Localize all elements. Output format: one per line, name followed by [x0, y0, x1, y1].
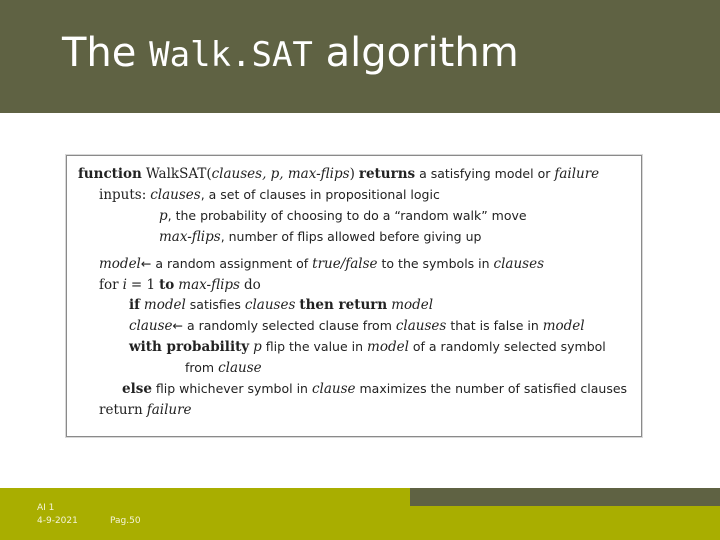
keyword-with-probability: with probability — [129, 339, 250, 355]
keyword-for: for — [99, 277, 119, 293]
var-model: model — [99, 256, 141, 272]
algorithm-box — [66, 155, 642, 437]
var-i: i — [122, 277, 127, 293]
var-clause: clause — [129, 318, 173, 334]
input-p: p — [159, 208, 168, 224]
satisfies-text: satisfies — [189, 297, 241, 312]
algo-line-1 — [78, 166, 599, 182]
keyword-do: do — [243, 277, 261, 293]
input-clauses-desc: , a set of clauses in propositional logic — [200, 187, 440, 202]
footer-course: AI 1 — [37, 503, 55, 513]
algo-line-10 — [185, 360, 262, 376]
from-text: from — [185, 360, 215, 375]
algo-line-12 — [99, 402, 192, 418]
failure-text: failure — [554, 166, 600, 182]
input-p-desc: , the probability of choosing to do a “random walk” move — [167, 208, 527, 223]
var-truefalse: true/false — [312, 256, 378, 272]
keyword-function: function — [78, 166, 142, 182]
false-in-text: that is false in — [450, 318, 539, 333]
symbols-text: to the symbols in — [381, 256, 490, 271]
algo-line-3 — [159, 208, 527, 224]
title-pre: The — [62, 30, 137, 76]
keyword-then-return: then return — [299, 297, 388, 313]
var-model-return: model — [391, 297, 434, 313]
flip-text: flip the value in — [265, 339, 364, 354]
function-close: ) — [349, 166, 355, 182]
var-p: p — [253, 339, 262, 355]
var-model-if: model — [143, 297, 186, 313]
algo-line-9 — [129, 339, 606, 355]
var-clause-else: clause — [311, 381, 356, 397]
flip-whichever-text: flip whichever symbol in — [155, 381, 308, 396]
select-text: ← a randomly selected clause from — [172, 318, 392, 333]
return-text: a satisfying model or — [419, 166, 551, 181]
algo-line-4 — [159, 229, 481, 245]
input-clauses: clauses — [150, 187, 201, 203]
var-failure: failure — [146, 402, 192, 418]
var-model-flip: model — [367, 339, 409, 355]
title-post: algorithm — [325, 30, 519, 76]
algo-line-6 — [99, 277, 261, 293]
slide-title — [62, 30, 519, 76]
input-maxflips: max-flips — [159, 229, 221, 245]
algo-line-8 — [129, 318, 585, 334]
algo-line-5 — [99, 256, 544, 272]
function-name: WalkSAT( — [145, 166, 212, 182]
keyword-to: to — [159, 277, 175, 293]
var-clauses: clauses — [493, 256, 545, 272]
inputs-label: inputs: — [99, 187, 147, 203]
footer-accent-bar — [410, 488, 720, 506]
title-mono: Walk.SAT — [149, 35, 313, 75]
var-clauses-select: clauses — [395, 318, 447, 334]
keyword-else: else — [122, 381, 152, 397]
keyword-return: return — [99, 402, 143, 418]
keyword-returns: returns — [358, 166, 416, 182]
algo-line-2 — [99, 187, 440, 203]
footer-page: Pag.50 — [110, 516, 141, 526]
var-maxflips: max-flips — [178, 277, 240, 293]
var-model-select: model — [542, 318, 585, 334]
maximizes-text: maximizes the number of satisfied clauses — [359, 381, 628, 396]
random-symbol-text: of a randomly selected symbol — [412, 339, 606, 354]
footer-date: 4-9-2021 — [37, 516, 78, 526]
var-clauses-if: clauses — [244, 297, 296, 313]
keyword-if: if — [129, 297, 140, 313]
equals-one: = 1 — [130, 277, 156, 293]
algo-line-7 — [129, 297, 433, 313]
assign-text: ← a random assignment of — [140, 256, 309, 271]
var-clause-from: clause — [218, 360, 262, 376]
algo-line-11 — [122, 381, 627, 397]
input-maxflips-desc: , number of flips allowed before giving up — [220, 229, 482, 244]
function-params: clauses, p, max-flips — [211, 166, 350, 182]
